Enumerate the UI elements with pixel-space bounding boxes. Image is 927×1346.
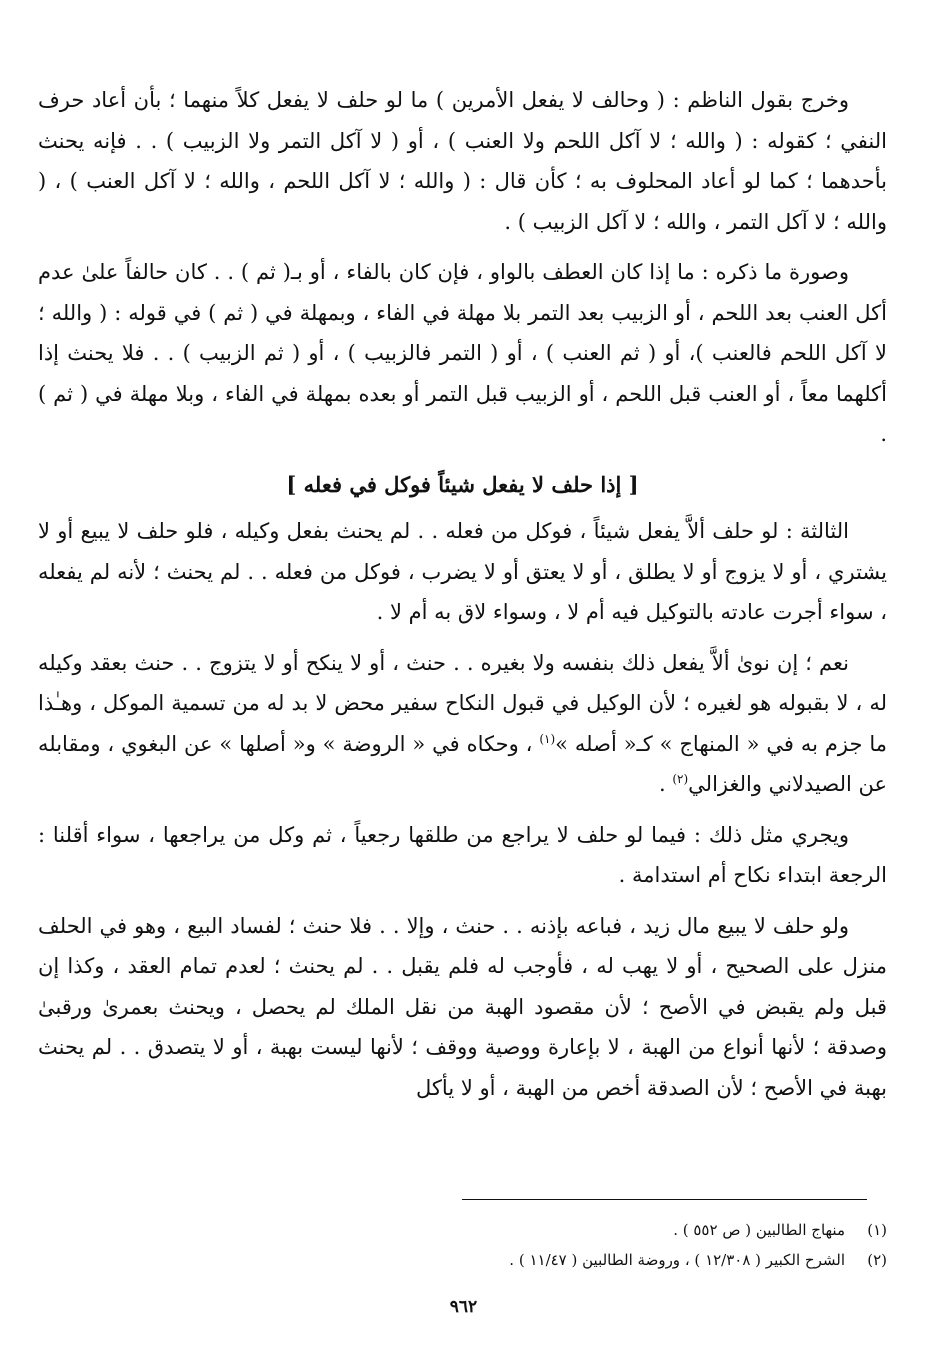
paragraph-4 xyxy=(38,643,887,805)
paragraph-3: الثالثة : لو حلف ألاَّ يفعل شيئاً ، فوكل من فعله . . لم يحنث بفعل وكيله ، فلو حلف لا يبيع أو لا يشتري ، أو لا يزوج أو لا يطلق ، أو لا يعتق أو لا يضرب ، فوكل من فعله . . لم يحنث ؛ لأنه لم يفعله ، سواء أجرت عادته بالتوكيل فيه أم لا ، وسواء لاق به أم لا . xyxy=(38,519,888,624)
footnote-2 xyxy=(40,1245,887,1275)
footnote-divider xyxy=(462,1199,867,1200)
footnote-1 xyxy=(40,1215,887,1245)
footnote-1-text: منهاج الطالبين ( ص ٥٥٢ ) . xyxy=(673,1221,845,1239)
footnote-2-text: الشرح الكبير ( ١٢/٣٠٨ ) ، وروضة الطالبين ( ١١/٤٧ ) . xyxy=(509,1251,845,1269)
paragraph-6: ولو حلف لا يبيع مال زيد ، فباعه بإذنه . . حنث ، وإلا . . فلا حنث ؛ لفساد البيع ، وهو في الحلف منزل على الصحيح ، أو لا يهب له ، فأوجب له فلم يقبل . . لم يحنث ؛ لعدم تمام العقد ، وكذا إن قبل ولم يقبض في الأصح ؛ لأن مقصود الهبة من نقل الملك لم يحصل ، ويحنث بعمرىٰ ورقبىٰ وصدقة ؛ لأنها أنواع من الهبة ، لا بإعارة ووصية ووقف ؛ لأنها ليست بهبة ، أو لا يتصدق . . لم يحنث بهبة في الأصح ؛ لأن الصدقة أخص من الهبة ، أو لا يأكل xyxy=(38,913,887,1100)
paragraph-4-part-3: . xyxy=(658,772,673,796)
paragraph-2: وصورة ما ذكره : ما إذا كان العطف بالواو ، فإن كان بالفاء ، أو بـ( ثم ) . . كان حالفاً علىٰ عدم أكل العنب بعد اللحم ، أو الزبيب بعد التمر بلا مهلة في الفاء ، وبمهلة في ( ثم ) في قوله : ( والله ؛ لا آكل اللحم فالعنب )، أو ( ثم العنب ) ، أو ( التمر فالزبيب ) ، أو ( ثم الزبيب ) . . فلا يحنث إذا أكلهما معاً ، أو العنب قبل اللحم ، أو الزبيب قبل التمر أو بعده بمهلة في الفاء ، وبلا مهلة في ( ثم ) . xyxy=(38,260,887,446)
paragraph-4-part-1: نعم ؛ إن نوىٰ ألاَّ يفعل ذلك بنفسه ولا بغيره . . حنث ، أو لا ينكح أو لا يتزوج . . حنث بعقد وكيله له ، لا بقبوله هو لغيره ؛ لأن الوكيل في قبول النكاح سفير محض لا بد له من تسمية الموكل ، وهـٰذا ما جزم به في « المنهاج » كـ« أصله » xyxy=(38,650,887,756)
section-heading: [ إذا حلف لا يفعل شيئاً فوكل في فعله ] xyxy=(286,471,639,497)
page-number: ٩٦٢ xyxy=(449,1297,478,1317)
footnotes xyxy=(40,1215,887,1275)
footnote-1-number: (١) xyxy=(867,1221,887,1239)
paragraph-1: وخرج بقول الناظم : ( وحالف لا يفعل الأمرين ) ما لو حلف لا يفعل كلاً منهما ؛ بأن أعاد حرف النفي ؛ كقوله : ( والله ؛ لا آكل اللحم ولا العنب ) ، أو ( لا آكل التمر ولا الزبيب ) . . فإنه يحنث بأحدهما ؛ كما لو أعاد المحلوف به ؛ كأن قال : ( والله ؛ لا آكل اللحم ، والله ؛ لا آكل العنب ) ، ( والله ؛ لا آكل التمر ، والله ؛ لا آكل الزبيب ) . xyxy=(38,88,887,234)
footnote-2-number: (٢) xyxy=(867,1251,887,1269)
footnote-ref-1: (١) xyxy=(539,731,556,746)
paragraph-4-part-2: ، وحكاه في « الروضة » و« أصلها » عن البغوي ، ومقابله عن الصيدلاني والغزالي xyxy=(38,731,887,796)
paragraph-5: ويجري مثل ذلك : فيما لو حلف لا يراجع من طلقها رجعياً ، ثم وكل من يراجعها ، سواء أقلنا : الرجعة ابتداء نكاح أم استدامة . xyxy=(38,822,887,887)
main-text xyxy=(38,80,887,1118)
footnote-ref-2: (٢) xyxy=(672,772,689,786)
